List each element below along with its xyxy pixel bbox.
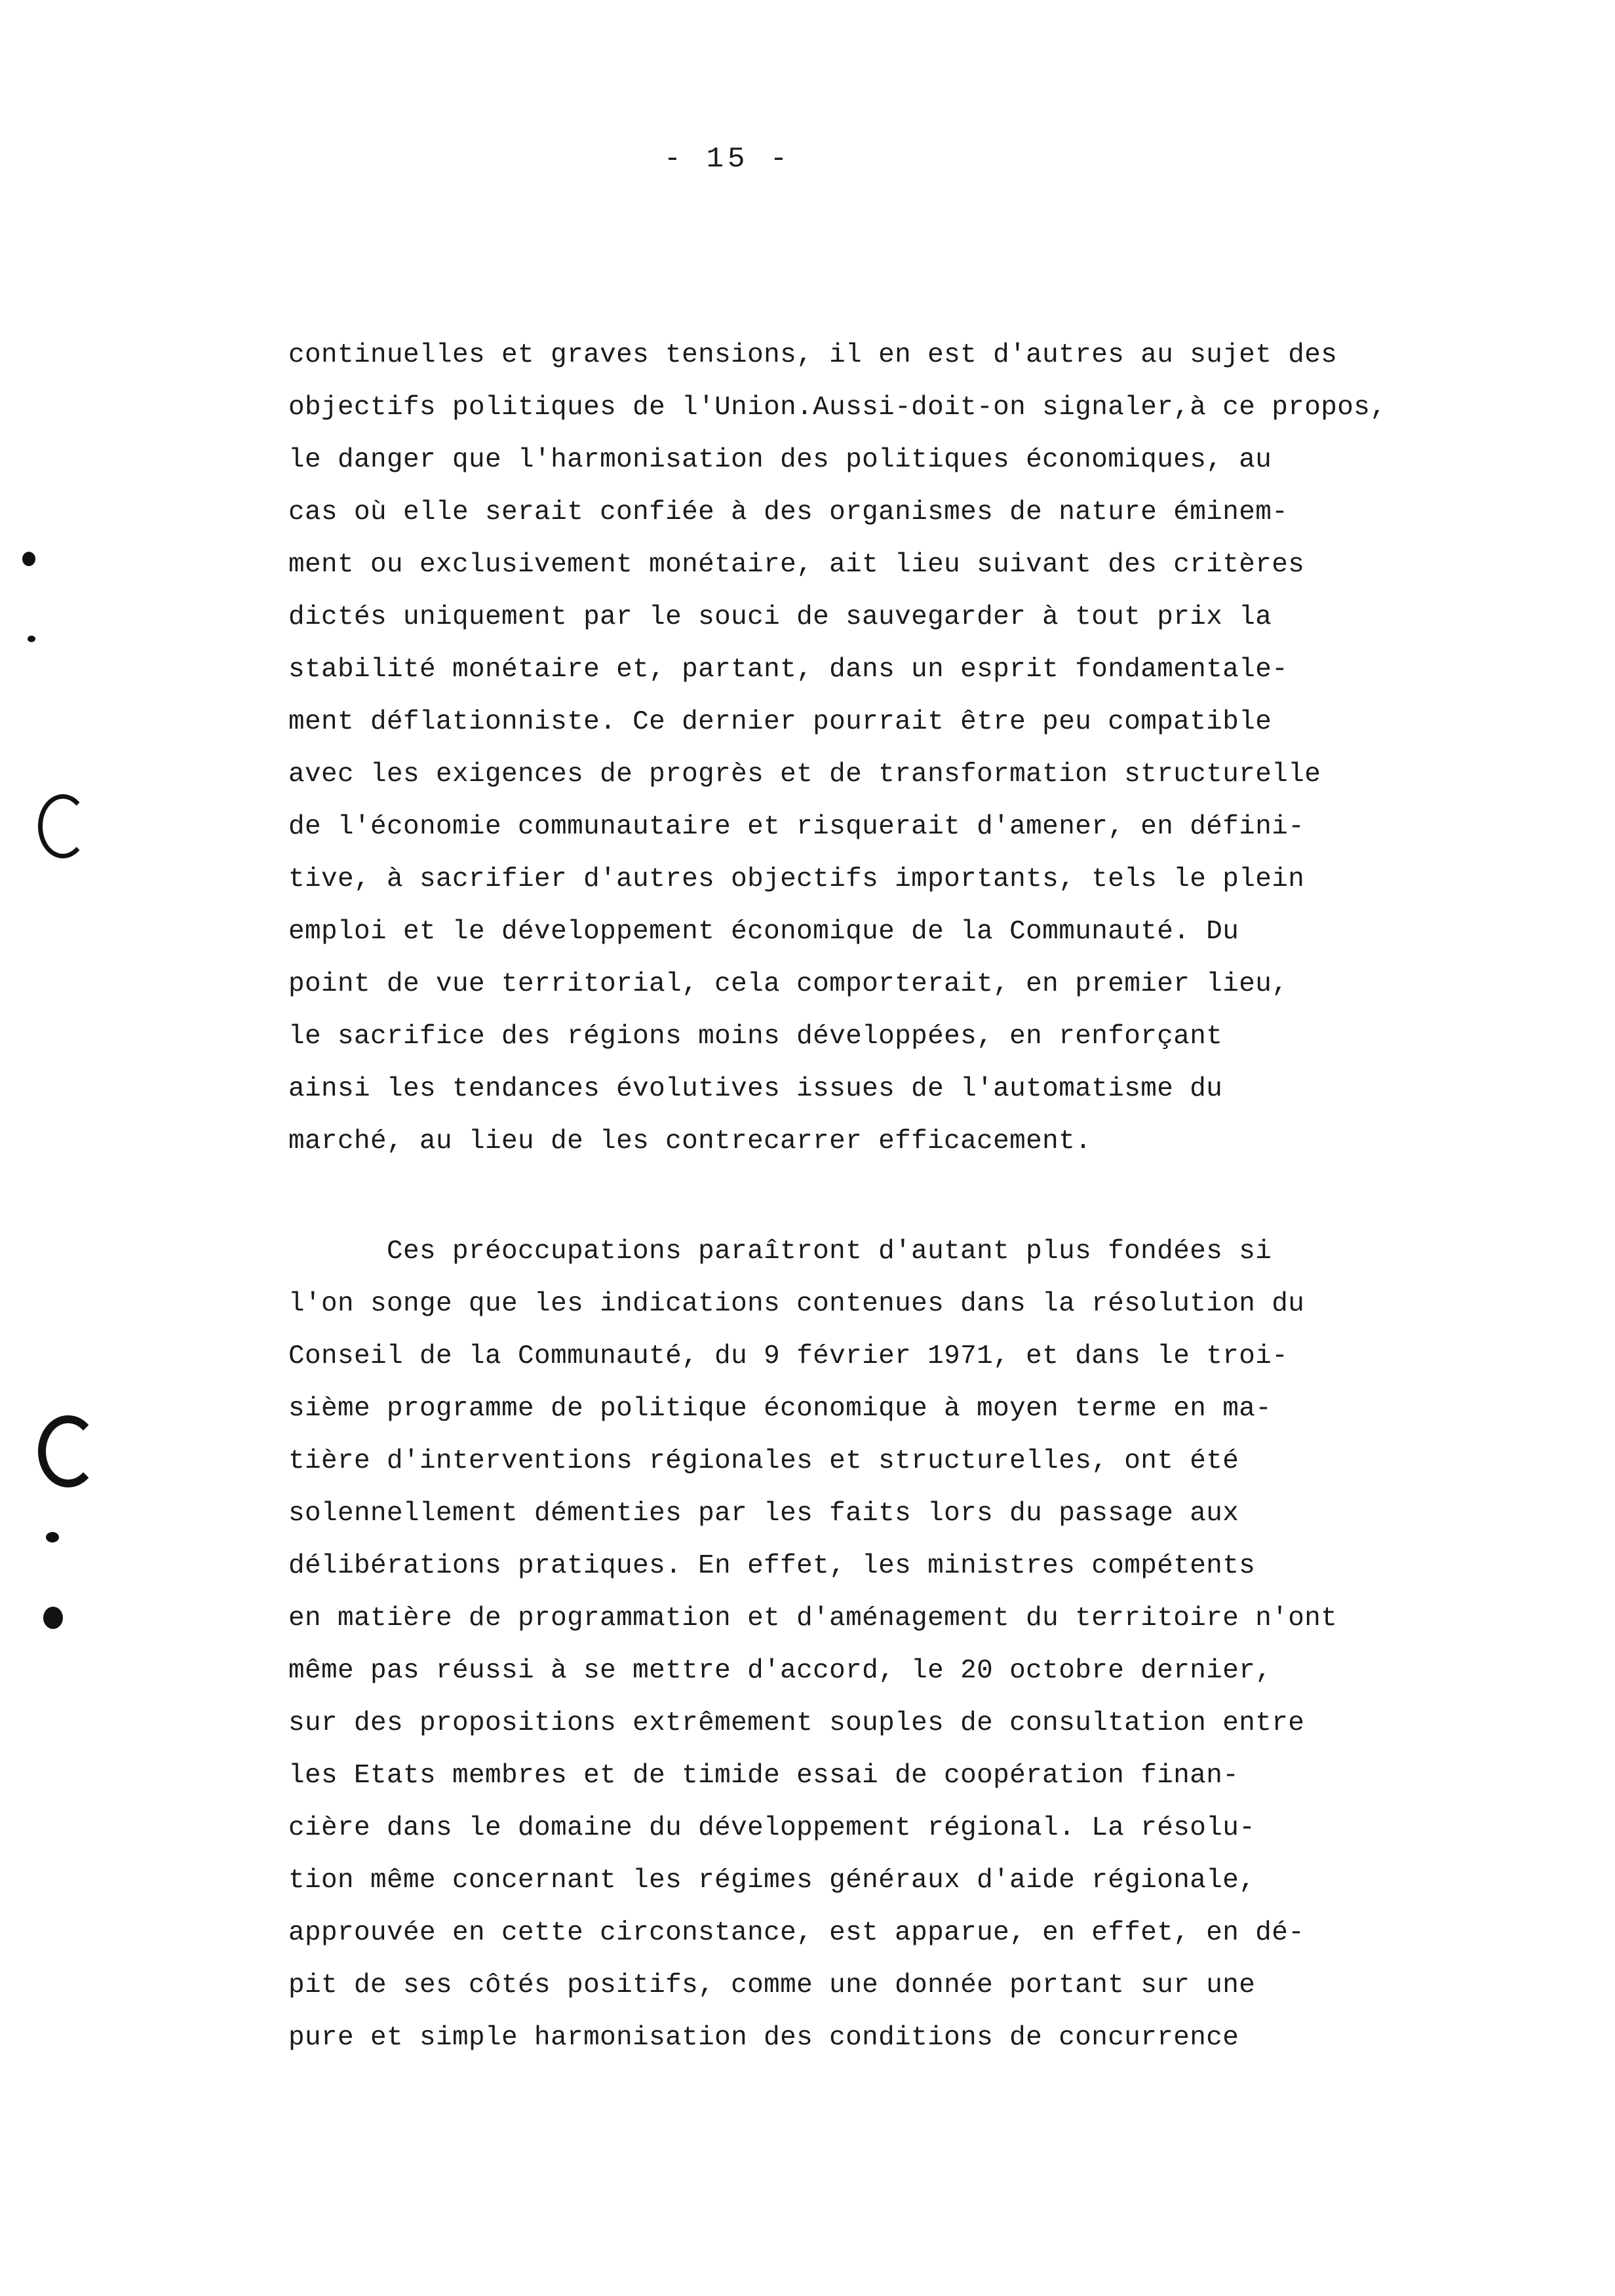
text-line: ment ou exclusivement monétaire, ait lieu suivant des critères — [288, 550, 1305, 580]
punch-hole-mark — [38, 794, 88, 858]
punch-hole-mark — [38, 1415, 98, 1487]
text-line: tière d'interventions régionales et structurelles, ont été — [288, 1446, 1239, 1476]
text-line: pure et simple harmonisation des conditions de concurrence — [288, 2023, 1239, 2053]
text-line: l'on songe que les indications contenues dans la résolution du — [288, 1289, 1305, 1319]
paragraph-2 — [288, 1225, 1403, 2064]
text-line: le danger que l'harmonisation des politiques économiques, au — [288, 445, 1272, 475]
text-line: continuelles et graves tensions, il en est d'autres au sujet des — [288, 340, 1338, 370]
text-line: cas où elle serait confiée à des organismes de nature éminem- — [288, 497, 1289, 527]
text-line: ainsi les tendances évolutives issues de l'automatisme du — [288, 1074, 1223, 1104]
text-line: en matière de programmation et d'aménagement du territoire n'ont — [288, 1603, 1338, 1634]
text-line: délibérations pratiques. En effet, les ministres compétents — [288, 1551, 1256, 1581]
margin-speck — [43, 1607, 63, 1629]
text-line: sième programme de politique économique à moyen terme en ma- — [288, 1394, 1272, 1424]
text-line: marché, au lieu de les contrecarrer efficacement. — [288, 1126, 1092, 1157]
text-line: approuvée en cette circonstance, est apparue, en effet, en dé- — [288, 1918, 1305, 1948]
text-line: solennellement démenties par les faits lors du passage aux — [288, 1499, 1239, 1529]
page-number: - 15 - — [663, 143, 792, 176]
text-line: objectifs politiques de l'Union.Aussi-doit-on signaler,à ce propos, — [288, 392, 1387, 423]
margin-speck — [46, 1532, 59, 1542]
text-line: avec les exigences de progrès et de transformation structurelle — [288, 759, 1321, 790]
text-line: sur des propositions extrêmement souples de consultation entre — [288, 1708, 1305, 1738]
text-line: les Etats membres et de timide essai de coopération finan- — [288, 1761, 1239, 1791]
text-line: dictés uniquement par le souci de sauvegarder à tout prix la — [288, 602, 1272, 632]
text-line: tion même concernant les régimes généraux d'aide régionale, — [288, 1866, 1256, 1896]
text-line: ment déflationniste. Ce dernier pourrait être peu compatible — [288, 707, 1272, 737]
paragraph-1 — [288, 329, 1403, 1168]
text-line: emploi et le développement économique de la Communauté. Du — [288, 917, 1239, 947]
text-line: point de vue territorial, cela comporterait, en premier lieu, — [288, 969, 1289, 999]
text-line: tive, à sacrifier d'autres objectifs importants, tels le plein — [288, 864, 1305, 894]
text-line: Conseil de la Communauté, du 9 février 1971, et dans le troi- — [288, 1341, 1289, 1371]
text-line: stabilité monétaire et, partant, dans un esprit fondamentale- — [288, 655, 1289, 685]
text-line: pit de ses côtés positifs, comme une donnée portant sur une — [288, 1970, 1256, 2000]
text-line: Ces préoccupations paraîtront d'autant plus fondées si — [387, 1236, 1272, 1267]
text-line: le sacrifice des régions moins développées, en renforçant — [288, 1022, 1223, 1052]
margin-speck — [22, 552, 35, 566]
text-line: de l'économie communautaire et risquerait d'amener, en défini- — [288, 812, 1305, 842]
margin-speck — [28, 636, 35, 642]
text-line: cière dans le domaine du développement régional. La résolu- — [288, 1813, 1256, 1843]
text-line: même pas réussi à se mettre d'accord, le 20 octobre dernier, — [288, 1656, 1272, 1686]
